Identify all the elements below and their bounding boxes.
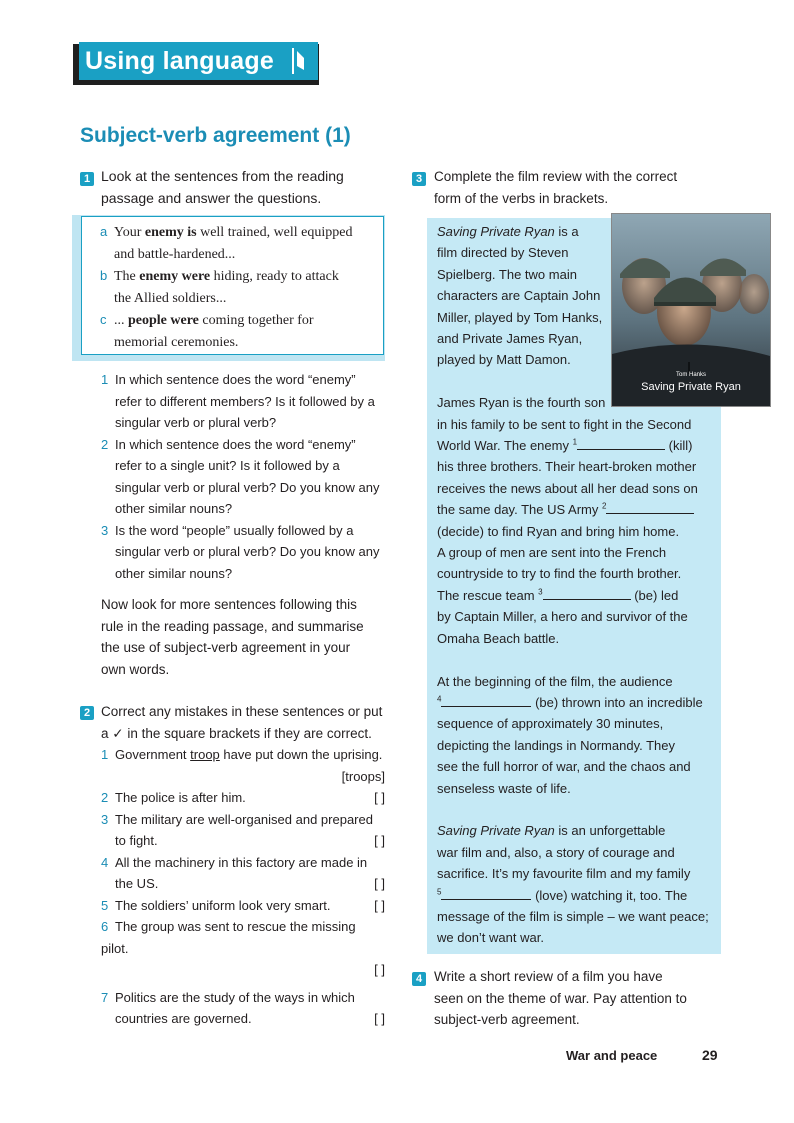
text: Omaha Beach battle. [437, 630, 560, 646]
text: Correct any mistakes in these sentences or put [101, 704, 383, 719]
box-sentence-a-cont: and battle-hardened... [114, 246, 236, 262]
gap-number: 4 [437, 694, 442, 704]
exercise-1-instruction [101, 166, 344, 209]
box-sentence-a [100, 221, 383, 244]
text: countries are governed. [115, 1011, 252, 1026]
text: James Ryan is the fourth son [437, 395, 606, 411]
review-p4 [437, 820, 721, 948]
text: other similar nouns? [115, 501, 233, 516]
film-title-italic: Saving Private Ryan [437, 224, 555, 239]
text: Complete the film review with the correct [434, 169, 678, 184]
text: characters are Captain John [437, 288, 601, 304]
text: refer to different members? Is it followed by a [115, 393, 375, 409]
text: countryside to try to find the fourth brother. [437, 566, 682, 582]
text: (be) thrown into an incredible [531, 694, 703, 710]
item-number: 1 [101, 747, 109, 762]
item-2 [101, 787, 385, 809]
exercise-3-badge: 3 [412, 172, 426, 186]
item-6 [101, 916, 385, 959]
box-sentence-b-cont: the Allied soldiers... [114, 290, 227, 306]
question-number: 3 [101, 522, 109, 538]
text: singular verb or plural verb? Do you know any [115, 479, 380, 495]
text: see the full horror of war, and the chaos and [437, 759, 691, 775]
item-number: 2 [101, 790, 109, 805]
sentence-letter: c [100, 312, 107, 327]
item-4-cont [101, 873, 385, 895]
text: seen on the theme of war. Pay attention to [434, 990, 687, 1006]
text: message of the film is simple – we want peace; [437, 908, 709, 924]
exercise-3-instruction [434, 166, 677, 209]
text: (kill) [665, 438, 693, 454]
text: by Captain Miller, a hero and survivor of the [437, 609, 688, 625]
gap-number: 3 [538, 587, 543, 597]
review-p2 [437, 392, 721, 649]
text: we don’t want war. [437, 930, 544, 946]
text: Now look for more sentences following this [101, 597, 357, 612]
text: sacrifice. It’s my favourite film and my family [437, 866, 691, 882]
answer-bracket[interactable]: [troops] [341, 768, 385, 784]
film-review-text [437, 221, 721, 949]
text: hiding, ready to attack [210, 269, 339, 284]
question-3 [101, 520, 401, 585]
gap-3-blank[interactable] [543, 586, 631, 600]
item-number: 6 [101, 919, 109, 934]
item-number: 4 [101, 854, 109, 870]
box-sentence-c [100, 309, 383, 332]
exercise-1-summary [101, 594, 364, 680]
text: A group of men are sent into the French [437, 545, 667, 561]
answer-bracket[interactable]: [ ] [374, 833, 385, 848]
text: Government [115, 747, 191, 762]
text: Miller, played by Tom Hanks, [437, 309, 603, 325]
text: is a [554, 224, 579, 239]
sentence-letter: a [100, 224, 108, 239]
question-2 [101, 434, 401, 520]
item-7-cont [101, 1008, 385, 1030]
text: Is the word “people” usually followed by a [115, 522, 354, 538]
text: in his family to be sent to fight in the Second [437, 416, 692, 432]
text: At the beginning of the film, the audience [437, 673, 673, 689]
text: war film and, also, a story of courage and [437, 844, 675, 860]
item-number: 7 [101, 989, 109, 1005]
item-1 [101, 744, 385, 766]
answer-bracket[interactable]: [ ] [374, 876, 385, 891]
text: film directed by Steven [437, 245, 569, 261]
text-bold: enemy is [144, 225, 197, 240]
question-number: 2 [101, 436, 109, 452]
sentences-box [81, 216, 384, 355]
item-number: 3 [101, 811, 109, 827]
exercise-2-items [101, 744, 385, 1030]
film-title-italic: Saving Private Ryan [437, 823, 555, 839]
text: receives the news about all her dead sons on [437, 480, 698, 496]
text: a ✓ in the square brackets if they are correct. [101, 725, 372, 741]
exercise-2-instruction [101, 701, 382, 744]
text: In which sentence does the word “enemy” [115, 372, 356, 387]
text: to fight. [115, 833, 158, 848]
text: Spielberg. The two main [437, 266, 577, 282]
answer-bracket[interactable]: [ ] [374, 1011, 385, 1026]
answer-bracket[interactable]: [ ] [374, 962, 385, 977]
banner-flag-icon [292, 48, 308, 74]
text: form of the verbs in brackets. [434, 190, 609, 206]
item-3 [101, 809, 385, 831]
exercise-4-instruction [434, 966, 687, 1031]
text: well trained, well equipped [196, 225, 353, 240]
text: and Private James Ryan, [437, 331, 583, 347]
text: Your [114, 225, 145, 240]
text: singular verb or plural verb? [115, 415, 277, 430]
text: ... [114, 313, 128, 328]
text: rule in the reading passage, and summarise [101, 618, 364, 634]
answer-bracket[interactable]: [ ] [374, 897, 385, 913]
text: own words. [101, 661, 170, 677]
text: subject-verb agreement. [434, 1012, 580, 1027]
exercise-1-badge: 1 [80, 172, 94, 186]
text: sequence of approximately 30 minutes, [437, 716, 664, 732]
text: Politics are the study of the ways in which [115, 989, 355, 1005]
gap-number: 2 [601, 501, 607, 511]
sentence-letter: b [100, 268, 108, 283]
footer-unit-title: War and peace [566, 1048, 658, 1063]
section-title: Subject-verb agreement (1) [80, 124, 351, 147]
text: (love) watching it, too. The [531, 887, 688, 903]
item-3-cont [101, 830, 385, 852]
text-bold: enemy were [139, 269, 211, 284]
text: the US. [115, 876, 159, 891]
item-number: 5 [101, 897, 109, 913]
instruction-line: passage and answer the questions. [101, 189, 322, 206]
text: The rescue team [437, 587, 539, 603]
gap-4-blank[interactable] [441, 693, 531, 707]
review-p3 [437, 671, 721, 799]
text: played by Matt Damon. [437, 352, 571, 368]
exercise-2-badge: 2 [80, 706, 94, 720]
box-sentence-c-cont: memorial ceremonies. [114, 334, 239, 350]
text: refer to a single unit? Is it followed by a [115, 458, 340, 473]
text: coming together for [198, 313, 314, 328]
text: other similar nouns? [115, 565, 233, 581]
exercise-1-questions [101, 369, 401, 584]
answer-bracket[interactable]: [ ] [374, 790, 385, 805]
item-4 [101, 852, 385, 874]
banner-title: Using language [85, 46, 274, 75]
text: the same day. The US Army [437, 502, 602, 518]
question-1 [101, 369, 401, 434]
text: The [114, 269, 140, 284]
gap-1-blank[interactable] [577, 436, 665, 450]
text: depicting the landings in Normandy. They [437, 737, 675, 753]
exercise-4-badge: 4 [412, 972, 426, 986]
poster-title: Saving Private Ryan [641, 381, 741, 393]
text: (decide) to find Ryan and bring him home. [437, 523, 680, 539]
text: World War. The enemy [437, 438, 573, 454]
text: his three brothers. Their heart-broken mother [437, 459, 697, 475]
text-bold: people were [128, 313, 199, 328]
text: senseless waste of life. [437, 780, 571, 796]
section-banner [79, 42, 318, 80]
text: singular verb or plural verb? Do you know any [115, 544, 380, 559]
item-5 [101, 895, 385, 917]
text: The military are well-organised and prepared [115, 811, 373, 827]
gap-number: 5 [437, 887, 442, 897]
page-number: 29 [702, 1047, 718, 1063]
gap-2-blank[interactable] [606, 500, 694, 514]
instruction-line: Look at the sentences from the reading [101, 168, 344, 184]
gap-5-blank[interactable] [441, 886, 531, 900]
box-sentence-b [100, 265, 383, 288]
text: The police is after him. [115, 790, 246, 805]
text: All the machinery in this factory are made in [115, 854, 368, 870]
underlined-word: troop [190, 747, 220, 762]
text: is an unforgettable [554, 823, 666, 839]
poster-actor: Tom Hanks [675, 372, 706, 378]
text: (be) led [630, 587, 679, 603]
text: have put down the uprising. [219, 747, 383, 762]
text: In which sentence does the word “enemy” [115, 436, 356, 452]
text: the use of subject-verb agreement in your [101, 640, 351, 655]
review-p1 [437, 221, 721, 371]
item-7 [101, 987, 385, 1009]
text: Write a short review of a film you have [434, 969, 663, 984]
text: The group was sent to rescue the missing pilot. [101, 919, 356, 956]
question-number: 1 [101, 372, 109, 387]
gap-number: 1 [572, 437, 578, 447]
text: The soldiers’ uniform look very smart. [115, 897, 331, 913]
